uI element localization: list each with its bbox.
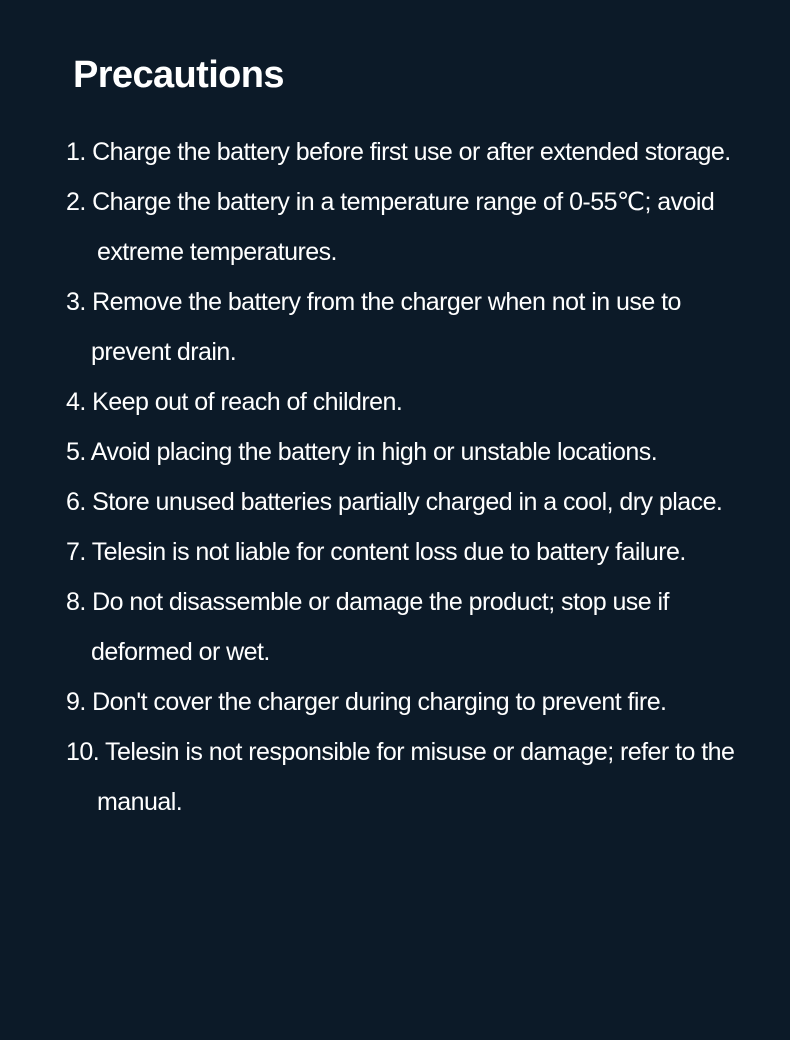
precaution-item-8 [66, 577, 766, 677]
precaution-item-10 [66, 727, 766, 827]
precaution-text-continued: deformed or wet. [91, 638, 270, 666]
precaution-text: 6. Store unused batteries partially charged in a cool, dry place. [66, 488, 723, 516]
precaution-item-3 [66, 277, 766, 377]
precaution-text: 7. Telesin is not liable for content loss due to battery failure. [66, 538, 686, 566]
precaution-text: 10. Telesin is not responsible for misuse or damage; refer to the [66, 738, 735, 766]
precaution-text: 3. Remove the battery from the charger when not in use to [66, 288, 681, 316]
precaution-item-2 [66, 177, 766, 277]
precaution-item-1 [66, 127, 766, 177]
precaution-text-continued: prevent drain. [91, 338, 237, 366]
page-title: Precautions [73, 54, 284, 96]
precaution-item-6 [66, 477, 766, 527]
precaution-text: 5. Avoid placing the battery in high or unstable locations. [66, 438, 658, 466]
precaution-text-continued: extreme temperatures. [97, 238, 337, 266]
precaution-item-9 [66, 677, 766, 727]
precaution-text: 8. Do not disassemble or damage the product; stop use if [66, 588, 669, 616]
precaution-item-5 [66, 427, 766, 477]
precaution-text: 9. Don't cover the charger during charging to prevent fire. [66, 688, 667, 716]
precaution-text: 2. Charge the battery in a temperature range of 0-55℃; avoid [66, 188, 715, 216]
precaution-item-7 [66, 527, 766, 577]
precaution-text: 1. Charge the battery before first use or after extended storage. [66, 138, 731, 166]
precaution-item-4 [66, 377, 766, 427]
precaution-text-continued: manual. [97, 788, 183, 816]
precaution-text: 4. Keep out of reach of children. [66, 388, 403, 416]
precautions-list [66, 127, 766, 827]
